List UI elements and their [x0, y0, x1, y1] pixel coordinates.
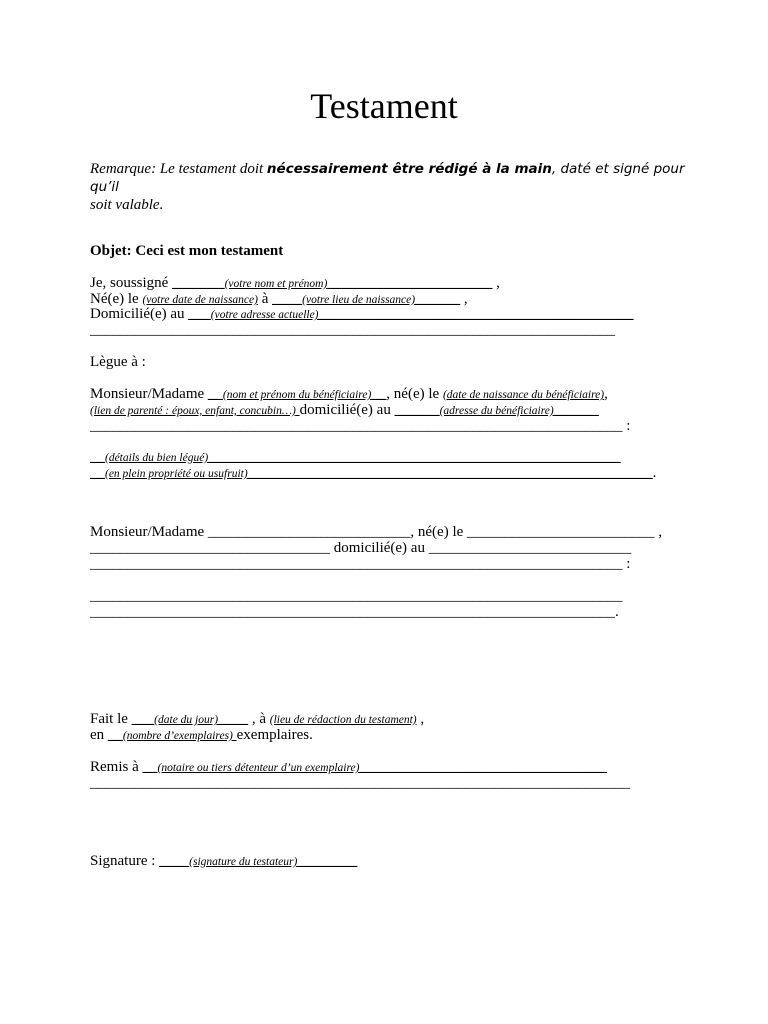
goods-details-hint: (détails du bien légué): [105, 452, 209, 464]
je-hint: (votre nom et prénom): [224, 278, 328, 290]
place-field[interactable]: [270, 711, 417, 727]
copies-hint: (nombre d’exemplaires): [122, 730, 233, 742]
beneficiary2-blank-line[interactable]: _______________________________________________________________________: [90, 556, 623, 572]
beneficiary2-ownership-field[interactable]: ______________________________________________________________________: [90, 604, 615, 620]
remark-prefix: Remarque: Le testament doit: [90, 161, 267, 177]
fait-line: Fait le ___(date du jour)____ , à (lieu de rédaction du testament) ,: [90, 711, 425, 727]
beneficiary2-ownership-line: ______________________________________________________________________.: [90, 604, 619, 620]
beneficiary1-address-field[interactable]: ______(adresse du bénéficiaire)______: [394, 402, 599, 418]
remark-end: soit valable.: [90, 197, 164, 213]
birthplace-hint: (votre lieu de naissance): [302, 294, 416, 306]
holder-field[interactable]: __(notaire ou tiers détenteur d’un exemplaire)_________________________________: [142, 759, 607, 775]
beneficiary1-line1: Monsieur/Madame __(nom et prénom du bénéficiaire)__, né(e) le (date de naissance du bénéficiaire),: [90, 386, 608, 402]
address-line-2[interactable]: ______________________________________________________________________: [90, 322, 615, 338]
copies-field[interactable]: __(nombre d’exemplaires): [107, 727, 233, 743]
beneficiary1-line3: _______________________________________________________________________ :: [90, 418, 631, 434]
beneficiary2-birthdate-field[interactable]: _________________________: [467, 524, 655, 540]
birthplace-field[interactable]: ____(votre lieu de naissance)______: [272, 291, 461, 307]
signature-hint: (signature du testateur): [189, 856, 298, 868]
beneficiary1-blank-line[interactable]: _______________________________________________________________________: [90, 418, 623, 434]
signature-line: Signature : ____(signature du testateur)________: [90, 853, 358, 869]
holder-hint: (notaire ou tiers détenteur d’un exemplaire): [157, 762, 360, 774]
address-field[interactable]: ___(votre adresse actuelle)__________________________________________: [188, 306, 634, 322]
ownership-hint: (en plein propriété ou usufruit): [105, 468, 248, 480]
beneficiary1-ownership-line: __(en plein propriété ou usufruit)______________________________________________________.: [90, 465, 657, 481]
beneficiary2-line1: Monsieur/Madame ___________________________, né(e) le _________________________ ,: [90, 524, 663, 540]
beneficiary1-name-field[interactable]: __(nom et prénom du bénéficiaire)__: [207, 386, 387, 402]
beneficiary1-birthdate-field[interactable]: (date de naissance du bénéficiaire): [442, 389, 605, 401]
objet-line: Objet: Ceci est mon testament: [90, 243, 284, 259]
beneficiary2-address-field[interactable]: ___________________________: [428, 540, 632, 556]
remark-bold: nécessairement être rédigé à la main: [266, 161, 552, 177]
beneficiary2-goods-line[interactable]: _______________________________________________________________________: [90, 588, 623, 604]
beneficiary1-relation-hint: (lien de parenté : époux, enfant, concubin…): [90, 405, 296, 417]
domicile-label: Domicilié(e) au: [90, 306, 189, 322]
je-label: Je, soussigné: [90, 275, 173, 291]
beneficiary2-relation-field[interactable]: ________________________________: [90, 540, 330, 556]
date-hint: (date du jour): [154, 714, 219, 726]
beneficiary1-relation-field[interactable]: [90, 402, 300, 418]
holder-line-2[interactable]: ________________________________________________________________________: [90, 775, 630, 791]
date-field[interactable]: ___(date du jour)____: [131, 711, 249, 727]
ownership-field[interactable]: __(en plein propriété ou usufruit)______________________________________________________: [90, 465, 653, 481]
ne-line: Né(e) le (votre date de naissance) à ____(votre lieu de naissance)______ ,: [90, 291, 468, 307]
beneficiary1-line2: (lien de parenté : époux, enfant, concubin…) domicilié(e) au ______(adresse du bénéficiaire)______: [90, 402, 599, 418]
en-line: en __(nombre d’exemplaires) exemplaires.: [90, 727, 313, 743]
place-hint: (lieu de rédaction du testament): [269, 714, 417, 726]
beneficiary2-line2: ________________________________ domicilié(e) au ___________________________: [90, 540, 632, 556]
document-title: Testament: [310, 86, 458, 126]
remis-line: Remis à __(notaire ou tiers détenteur d’un exemplaire)_________________________________: [90, 759, 607, 775]
ne-label: Né(e) le: [90, 291, 143, 307]
beneficiary2-line3: _______________________________________________________________________ :: [90, 556, 631, 572]
goods-details-field[interactable]: __(détails du bien légué)_______________________________________________________: [90, 449, 621, 465]
remark-mid: , daté et signé pour qu’il: [90, 161, 685, 195]
beneficiary2-name-field[interactable]: ___________________________: [207, 524, 411, 540]
address-hint: (votre adresse actuelle): [210, 309, 319, 321]
legue-line: Lègue à :: [90, 354, 146, 370]
je-field[interactable]: _______(votre nom et prénom)______________________: [172, 275, 493, 291]
birthdate-hint: (votre date de naissance): [142, 294, 258, 306]
beneficiary1-name-hint: (nom et prénom du bénéficiaire): [222, 389, 372, 401]
signature-field[interactable]: ____(signature du testateur)________: [159, 853, 358, 869]
je-line: Je, soussigné _______(votre nom et prénom)______________________ ,: [90, 275, 500, 291]
remark-paragraph: [90, 160, 690, 214]
beneficiary1-address-hint: (adresse du bénéficiaire): [439, 405, 554, 417]
